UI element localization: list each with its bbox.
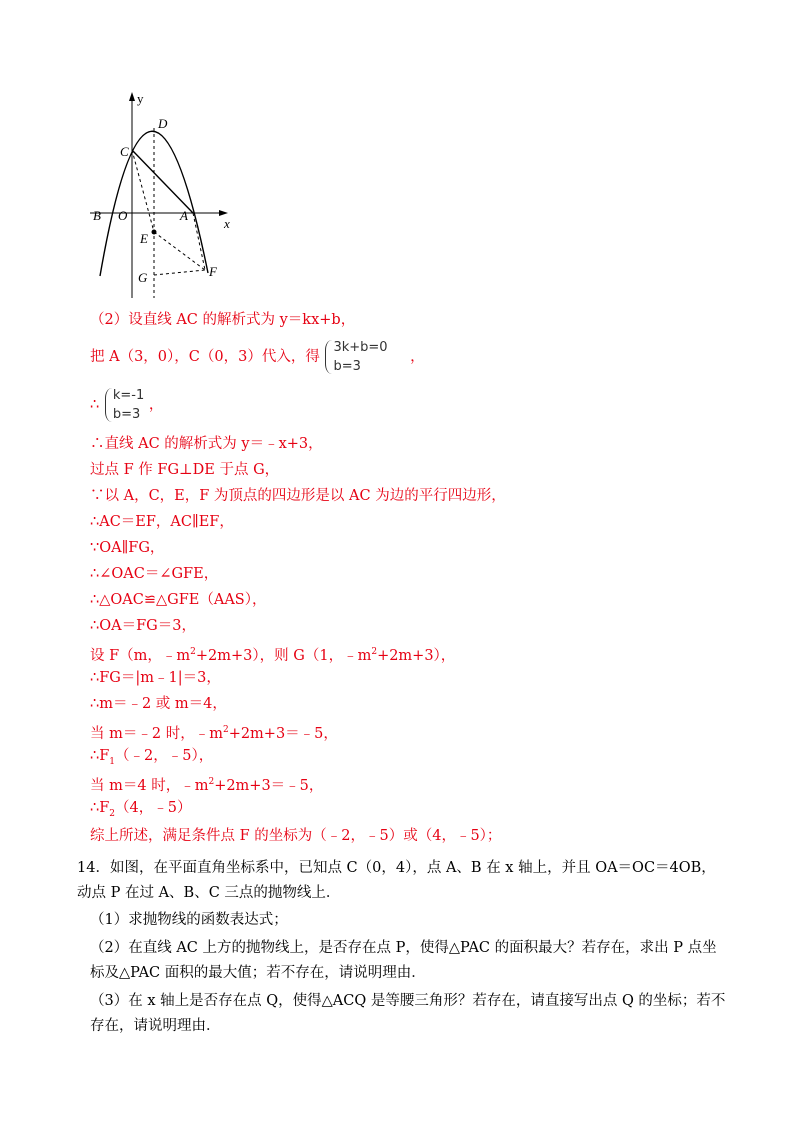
system2-eq2: b=3 bbox=[112, 407, 141, 422]
solution-line-10: ∴△OAC≌△GFE（AAS）， bbox=[90, 592, 267, 608]
label-y: y bbox=[137, 91, 144, 106]
solution-line-11: ∴OA＝FG＝3， bbox=[90, 618, 196, 634]
substitute-text: 把 A（3，0），C（0，3）代入，得 bbox=[90, 349, 320, 365]
label-b: B bbox=[93, 208, 101, 223]
equation-system-1 bbox=[324, 338, 387, 376]
comma-2: ， bbox=[148, 397, 164, 413]
y-axis-arrow bbox=[129, 92, 135, 101]
label-x: x bbox=[224, 216, 230, 231]
l17-part-b: +2m+3＝﹣5， bbox=[214, 777, 324, 794]
parabola-figure bbox=[80, 88, 260, 310]
l18-part-b: （4，﹣5） bbox=[115, 800, 192, 816]
line-gf-dashed bbox=[154, 270, 205, 275]
solution-line-1: （2）设直线 AC 的解析式为 y＝kx+b， bbox=[90, 312, 356, 328]
l15-exp: 2 bbox=[222, 725, 229, 735]
l12-part-a: 设 F（m，﹣m bbox=[90, 647, 191, 664]
solution-line-14: ∴m＝﹣2 或 m＝4， bbox=[90, 696, 227, 712]
problem-14-question-3: （3）在 x 轴上是否存在点 Q，使得△ACQ 是等腰三角形？若存在，请直接写出点 Q 的坐标；若不存在，请说明理由． bbox=[90, 993, 726, 1034]
label-d: D bbox=[158, 116, 168, 131]
l12-exp-2: 2 bbox=[371, 647, 378, 657]
solution-line-8: ∵OA∥FG， bbox=[90, 540, 165, 556]
label-f: F bbox=[209, 264, 217, 279]
label-a: A bbox=[180, 208, 188, 223]
solution-line-6: ∵以 A，C，E，F 为顶点的四边形是以 AC 为边的平行四边形， bbox=[90, 488, 506, 504]
solution-line-18 bbox=[90, 798, 191, 824]
l16-part-a: ∴F bbox=[90, 748, 110, 764]
l17-exp: 2 bbox=[208, 777, 215, 787]
solution-line-19: 综上所述，满足条件点 F 的坐标为（﹣2，﹣5）或（4，﹣5）； bbox=[90, 828, 502, 844]
system2-eq1: k=-1 bbox=[112, 388, 145, 403]
l12-part-b: +2m+3），则 G（1，﹣m bbox=[195, 647, 372, 664]
solution-line-16 bbox=[90, 746, 213, 772]
system1-eq1: 3k+b=0 bbox=[333, 340, 388, 355]
label-o: O bbox=[118, 208, 128, 223]
solution-line-12 bbox=[90, 642, 455, 666]
solution-line-2 bbox=[90, 338, 425, 376]
l16-part-b: （﹣2，﹣5）， bbox=[115, 748, 214, 764]
solution-line-4: ∴直线 AC 的解析式为 y＝﹣x+3， bbox=[90, 436, 323, 452]
l17-part-a: 当 m＝4 时，﹣m bbox=[90, 777, 209, 794]
system1-eq2: b=3 bbox=[333, 359, 361, 374]
comma-1: ， bbox=[410, 349, 425, 365]
l16-subscript: 1 bbox=[109, 756, 116, 767]
solution-line-9: ∴∠OAC＝∠GFE， bbox=[90, 566, 219, 582]
equation-system-2 bbox=[104, 386, 144, 424]
l12-part-c: +2m+3）， bbox=[377, 647, 456, 664]
therefore-symbol: ∴ bbox=[90, 397, 100, 413]
solution-line-7: ∴AC＝EF，AC∥EF， bbox=[90, 514, 234, 530]
solution-line-13: ∴FG＝|m﹣1|＝3， bbox=[90, 670, 221, 686]
l18-part-a: ∴F bbox=[90, 800, 110, 816]
l15-part-a: 当 m＝﹣2 时，﹣m bbox=[90, 725, 223, 742]
line-af-dashed bbox=[193, 213, 205, 270]
label-g: G bbox=[138, 270, 148, 285]
solution-line-5: 过点 F 作 FG⊥DE 于点 G， bbox=[90, 462, 280, 478]
point-e bbox=[152, 230, 157, 235]
l15-part-b: +2m+3＝﹣5， bbox=[228, 725, 338, 742]
l12-exp-1: 2 bbox=[190, 647, 196, 657]
label-e: E bbox=[140, 231, 148, 246]
solution-line-3 bbox=[90, 386, 163, 424]
solution-line-17 bbox=[90, 772, 323, 796]
line-ef-dashed bbox=[154, 232, 205, 270]
problem-14-question-2: （2）在直线 AC 上方的抛物线上，是否存在点 P，使得△PAC 的面积最大？若存在，求出 P 点坐标及△PAC 面积的最大值；若不存在，请说明理由． bbox=[90, 940, 717, 981]
label-c: C bbox=[120, 144, 129, 159]
solution-line-15 bbox=[90, 720, 338, 744]
figure-svg bbox=[80, 88, 260, 310]
problem-14-question-1: （1）求抛物线的函数表达式； bbox=[90, 912, 288, 928]
l18-subscript: 2 bbox=[109, 808, 116, 819]
line-ca bbox=[132, 150, 193, 213]
problem-14-statement: 14．如图，在平面直角坐标系中，已知点 C（0，4），点 A、B 在 x 轴上，并且 OA＝OC＝4OB，动点 P 在过 A、B、C 三点的抛物线上． bbox=[77, 860, 716, 901]
